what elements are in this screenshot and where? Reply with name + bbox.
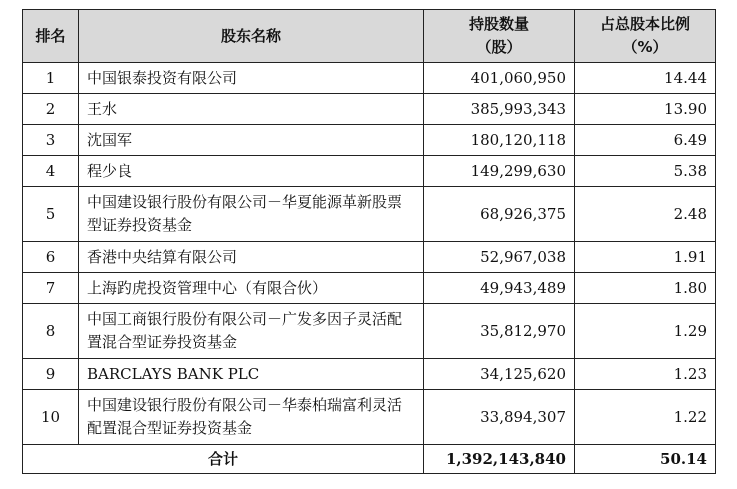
table-row (23, 187, 716, 242)
percentage-cell: 6.49 (575, 125, 716, 156)
shares-cell: 68,926,375 (424, 187, 575, 242)
table-row (23, 273, 716, 304)
table-row (23, 359, 716, 390)
total-label: 合计 (23, 445, 424, 474)
rank-cell: 4 (23, 156, 79, 187)
shares-cell: 385,993,343 (424, 94, 575, 125)
shareholder-name-cell: 中国银泰投资有限公司 (79, 63, 424, 94)
header-row (23, 10, 716, 63)
header-shares-unit: （股） (476, 38, 522, 56)
header-pct-unit: （%） (622, 38, 668, 56)
shares-cell: 35,812,970 (424, 304, 575, 359)
rank-cell: 8 (23, 304, 79, 359)
shares-cell: 180,120,118 (424, 125, 575, 156)
percentage-cell: 1.80 (575, 273, 716, 304)
shareholder-name-cell: 中国建设银行股份有限公司－华泰柏瑞富利灵活配置混合型证券投资基金 (79, 390, 424, 445)
shareholder-name-cell: BARCLAYS BANK PLC (79, 359, 424, 390)
rank-cell: 3 (23, 125, 79, 156)
table-row (23, 125, 716, 156)
table-row (23, 242, 716, 273)
shareholders-table (22, 9, 716, 474)
table-body (23, 63, 716, 474)
table-header (23, 10, 716, 63)
percentage-cell: 1.22 (575, 390, 716, 445)
percentage-cell: 1.23 (575, 359, 716, 390)
total-row (23, 445, 716, 474)
percentage-cell: 13.90 (575, 94, 716, 125)
shares-cell: 149,299,630 (424, 156, 575, 187)
shareholder-name-cell: 中国建设银行股份有限公司－华夏能源革新股票型证券投资基金 (79, 187, 424, 242)
shareholder-name-cell: 上海趵虎投资管理中心（有限合伙） (79, 273, 424, 304)
shares-cell: 401,060,950 (424, 63, 575, 94)
percentage-cell: 2.48 (575, 187, 716, 242)
percentage-cell: 1.91 (575, 242, 716, 273)
percentage-cell: 1.29 (575, 304, 716, 359)
table-row (23, 94, 716, 125)
rank-cell: 9 (23, 359, 79, 390)
table-row (23, 156, 716, 187)
table-row (23, 304, 716, 359)
rank-cell: 7 (23, 273, 79, 304)
shareholder-name-cell: 香港中央结算有限公司 (79, 242, 424, 273)
table-row (23, 63, 716, 94)
shareholder-name-cell: 沈国军 (79, 125, 424, 156)
total-shares-cell: 1,392,143,840 (424, 445, 575, 474)
table-row (23, 390, 716, 445)
percentage-cell: 14.44 (575, 63, 716, 94)
rank-cell: 10 (23, 390, 79, 445)
shares-cell: 33,894,307 (424, 390, 575, 445)
shares-cell: 49,943,489 (424, 273, 575, 304)
total-percentage-cell: 50.14 (575, 445, 716, 474)
header-shares (424, 10, 575, 63)
shares-cell: 34,125,620 (424, 359, 575, 390)
rank-cell: 5 (23, 187, 79, 242)
percentage-cell: 5.38 (575, 156, 716, 187)
header-shares-label: 持股数量 (468, 15, 529, 33)
header-pct-label: 占总股本比例 (599, 15, 690, 33)
shares-cell: 52,967,038 (424, 242, 575, 273)
header-name: 股东名称 (79, 10, 424, 63)
shareholder-name-cell: 程少良 (79, 156, 424, 187)
shareholder-name-cell: 中国工商银行股份有限公司－广发多因子灵活配置混合型证券投资基金 (79, 304, 424, 359)
rank-cell: 6 (23, 242, 79, 273)
shareholder-name-cell: 王水 (79, 94, 424, 125)
header-pct (575, 10, 716, 63)
rank-cell: 1 (23, 63, 79, 94)
rank-cell: 2 (23, 94, 79, 125)
header-rank: 排名 (23, 10, 79, 63)
